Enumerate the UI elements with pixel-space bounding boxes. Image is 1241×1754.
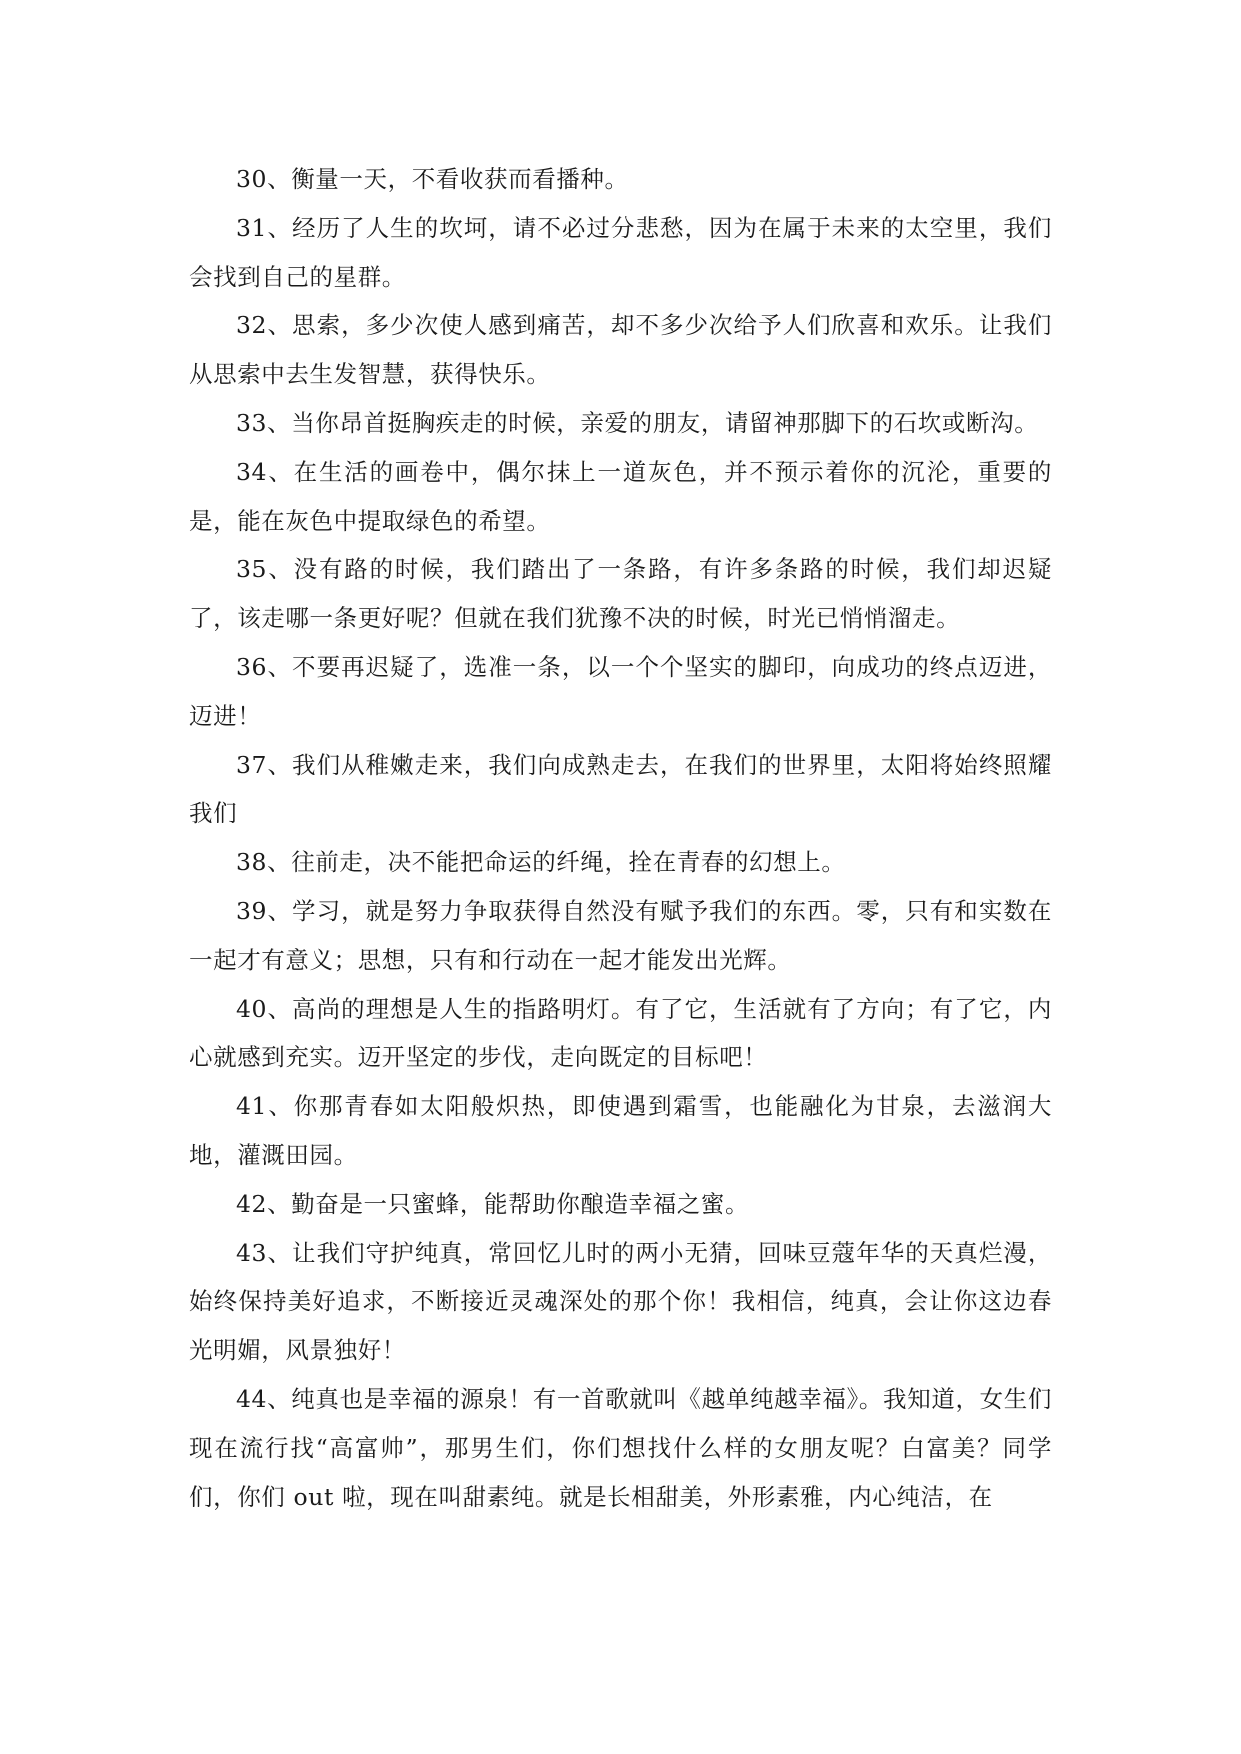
document-body [189, 155, 1052, 1521]
paragraph-34: 34、在生活的画卷中，偶尔抹上一道灰色，并不预示着你的沉沦，重要的是，能在灰色中提取绿色的希望。 [189, 457, 1052, 535]
paragraph-38: 38、往前走，决不能把命运的纤绳，拴在青春的幻想上。 [236, 848, 846, 877]
paragraph-39: 39、学习，就是努力争取获得自然没有赋予我们的东西。零，只有和实数在一起才有意义；思想，只有和行动在一起才能发出光辉。 [189, 896, 1052, 974]
paragraph-35: 35、没有路的时候，我们踏出了一条路，有许多条路的时候，我们却迟疑了，该走哪一条更好呢？但就在我们犹豫不决的时候，时光已悄悄溜走。 [189, 555, 1052, 633]
paragraph-42: 42、勤奋是一只蜜蜂，能帮助你酿造幸福之蜜。 [236, 1189, 750, 1218]
paragraph-31: 31、经历了人生的坎坷，请不必过分悲愁，因为在属于未来的太空里，我们会找到自己的星群。 [189, 213, 1052, 291]
paragraph-41: 41、你那青春如太阳般炽热，即使遇到霜雪，也能融化为甘泉，去滋润大地，灌溉田园。 [189, 1092, 1052, 1169]
paragraph-43: 43、让我们守护纯真，常回忆儿时的两小无猜，回味豆蔻年华的天真烂漫，始终保持美好追求，不断接近灵魂深处的那个你！我相信，纯真，会让你这边春光明媚，风景独好！ [189, 1238, 1052, 1365]
paragraph-30: 30、衡量一天，不看收获而看播种。 [236, 165, 629, 193]
paragraph-36: 36、不要再迟疑了，选准一条，以一个个坚实的脚印，向成功的终点迈进，迈进！ [189, 652, 1052, 730]
paragraph-33: 33、当你昂首挺胸疾走的时候，亲爱的朋友，请留神那脚下的石坎或断沟。 [236, 408, 1039, 437]
paragraph-44: 44、纯真也是幸福的源泉！有一首歌就叫《越单纯越幸福》。我知道，女生们现在流行找“高富帅”，那男生们，你们想找什么样的女朋友呢？白富美？同学们，你们 out 啦，现在叫甜素纯。就是长相甜美，外形素雅，内心纯洁，在 [189, 1384, 1052, 1511]
paragraph-40: 40、高尚的理想是人生的指路明灯。有了它，生活就有了方向；有了它，内心就感到充实。迈开坚定的步伐，走向既定的目标吧！ [189, 994, 1052, 1072]
paragraph-32: 32、思索，多少次使人感到痛苦，却不多少次给予人们欣喜和欢乐。让我们从思索中去生发智慧，获得快乐。 [189, 311, 1052, 389]
paragraph-37: 37、我们从稚嫩走来，我们向成熟走去，在我们的世界里，太阳将始终照耀我们 [189, 750, 1052, 828]
